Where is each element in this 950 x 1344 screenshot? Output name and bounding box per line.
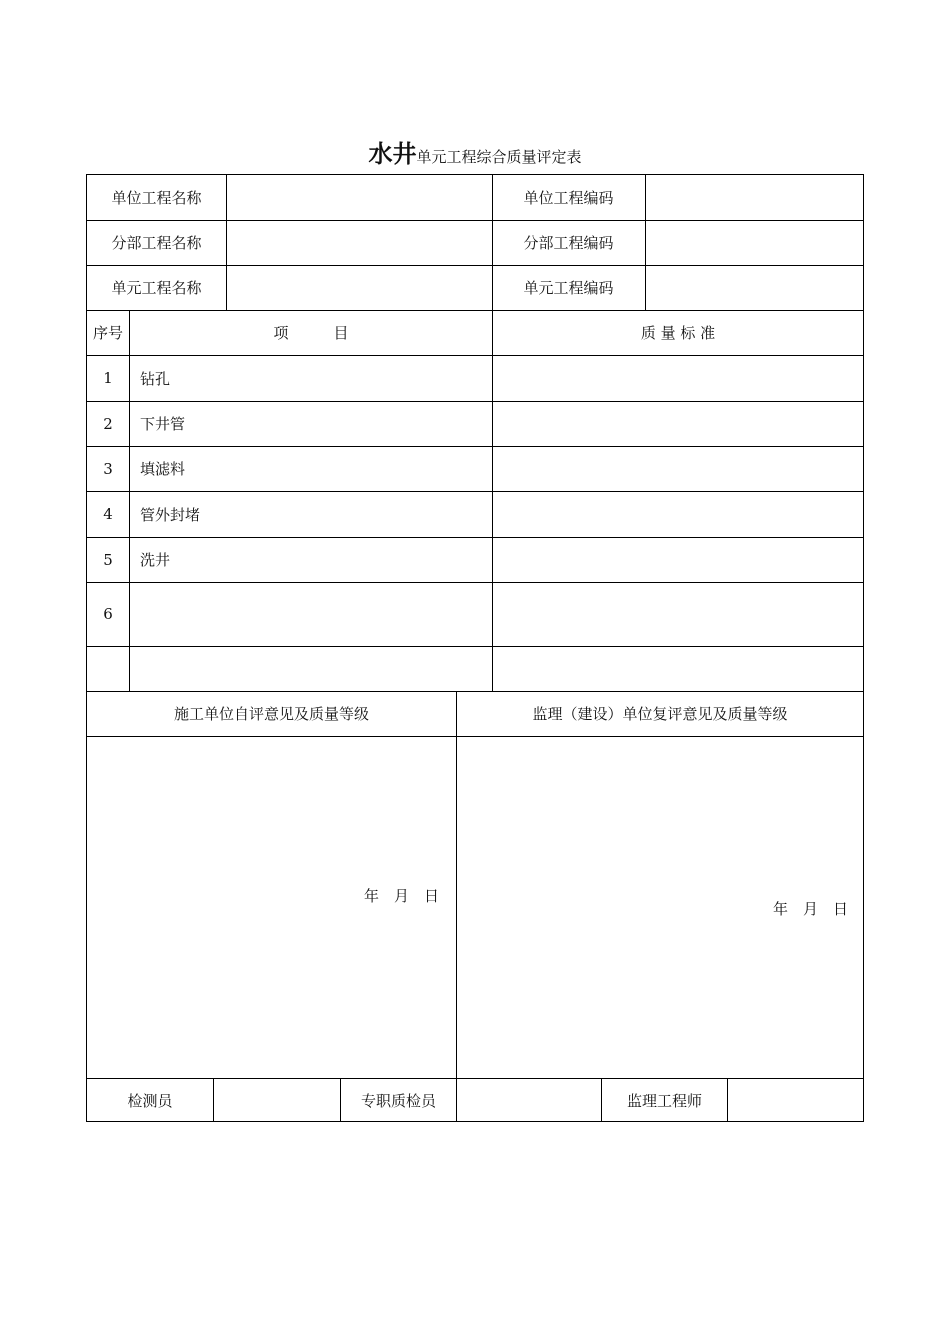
contractor-self-evaluation-title: 施工单位自评意见及质量等级 <box>173 705 369 723</box>
element-project-code-field[interactable] <box>646 265 863 310</box>
item-standard-field[interactable] <box>493 537 863 582</box>
item-no <box>87 646 129 691</box>
item-no: 2 <box>103 414 113 433</box>
sub-project-code-label: 分部工程编码 <box>523 234 614 252</box>
quality-inspector-label: 专职质检员 <box>360 1091 436 1110</box>
item-no: 5 <box>103 550 113 569</box>
item-name[interactable] <box>130 646 492 691</box>
element-project-name-label: 单元工程名称 <box>111 279 202 297</box>
item-name: 管外封堵 <box>140 505 201 524</box>
quality-inspector-signature-field[interactable] <box>457 1079 601 1121</box>
item-name: 钻孔 <box>140 369 171 388</box>
title-main: 水井 <box>368 140 417 168</box>
column-header-item: 项 目 <box>273 324 349 342</box>
item-standard-field[interactable] <box>493 582 863 646</box>
item-standard-field[interactable] <box>493 355 863 401</box>
item-name[interactable] <box>130 582 492 646</box>
item-name: 下井管 <box>140 415 186 433</box>
supervisor-engineer-signature-field[interactable] <box>728 1079 863 1121</box>
element-project-code-label: 单元工程编码 <box>523 279 614 297</box>
sub-project-name-field[interactable] <box>227 220 492 265</box>
element-project-name-field[interactable] <box>227 265 492 310</box>
supervisor-engineer-label: 监理工程师 <box>626 1091 702 1110</box>
item-no: 6 <box>103 605 113 623</box>
item-name: 填滤料 <box>140 460 186 478</box>
inspector-label: 检测员 <box>127 1091 173 1110</box>
unit-project-code-label: 单位工程编码 <box>523 189 614 207</box>
unit-project-code-field[interactable] <box>646 175 863 220</box>
item-name: 洗井 <box>140 551 171 569</box>
supervisor-review-title: 监理（建设）单位复评意见及质量等级 <box>532 705 788 723</box>
unit-project-name-label: 单位工程名称 <box>111 189 202 207</box>
sub-project-code-field[interactable] <box>646 220 863 265</box>
sub-project-name-label: 分部工程名称 <box>111 234 202 252</box>
contractor-date: 年 月 日 <box>364 887 440 905</box>
item-no: 1 <box>103 369 113 387</box>
item-standard-field[interactable] <box>493 646 863 691</box>
unit-project-name-field[interactable] <box>227 175 492 220</box>
item-no: 3 <box>103 459 113 478</box>
item-standard-field[interactable] <box>493 491 863 537</box>
column-header-no: 序号 <box>92 324 123 342</box>
item-standard-field[interactable] <box>493 446 863 491</box>
title-sub: 单元工程综合质量评定表 <box>416 148 582 166</box>
page-title <box>0 134 950 169</box>
contractor-self-evaluation-field[interactable] <box>87 737 456 1078</box>
evaluation-form <box>86 174 864 1122</box>
item-no: 4 <box>103 505 113 523</box>
item-standard-field[interactable] <box>493 401 863 446</box>
supervisor-date: 年 月 日 <box>773 900 849 918</box>
column-header-standard: 质 量 标 准 <box>640 324 716 342</box>
inspector-signature-field[interactable] <box>214 1079 340 1121</box>
